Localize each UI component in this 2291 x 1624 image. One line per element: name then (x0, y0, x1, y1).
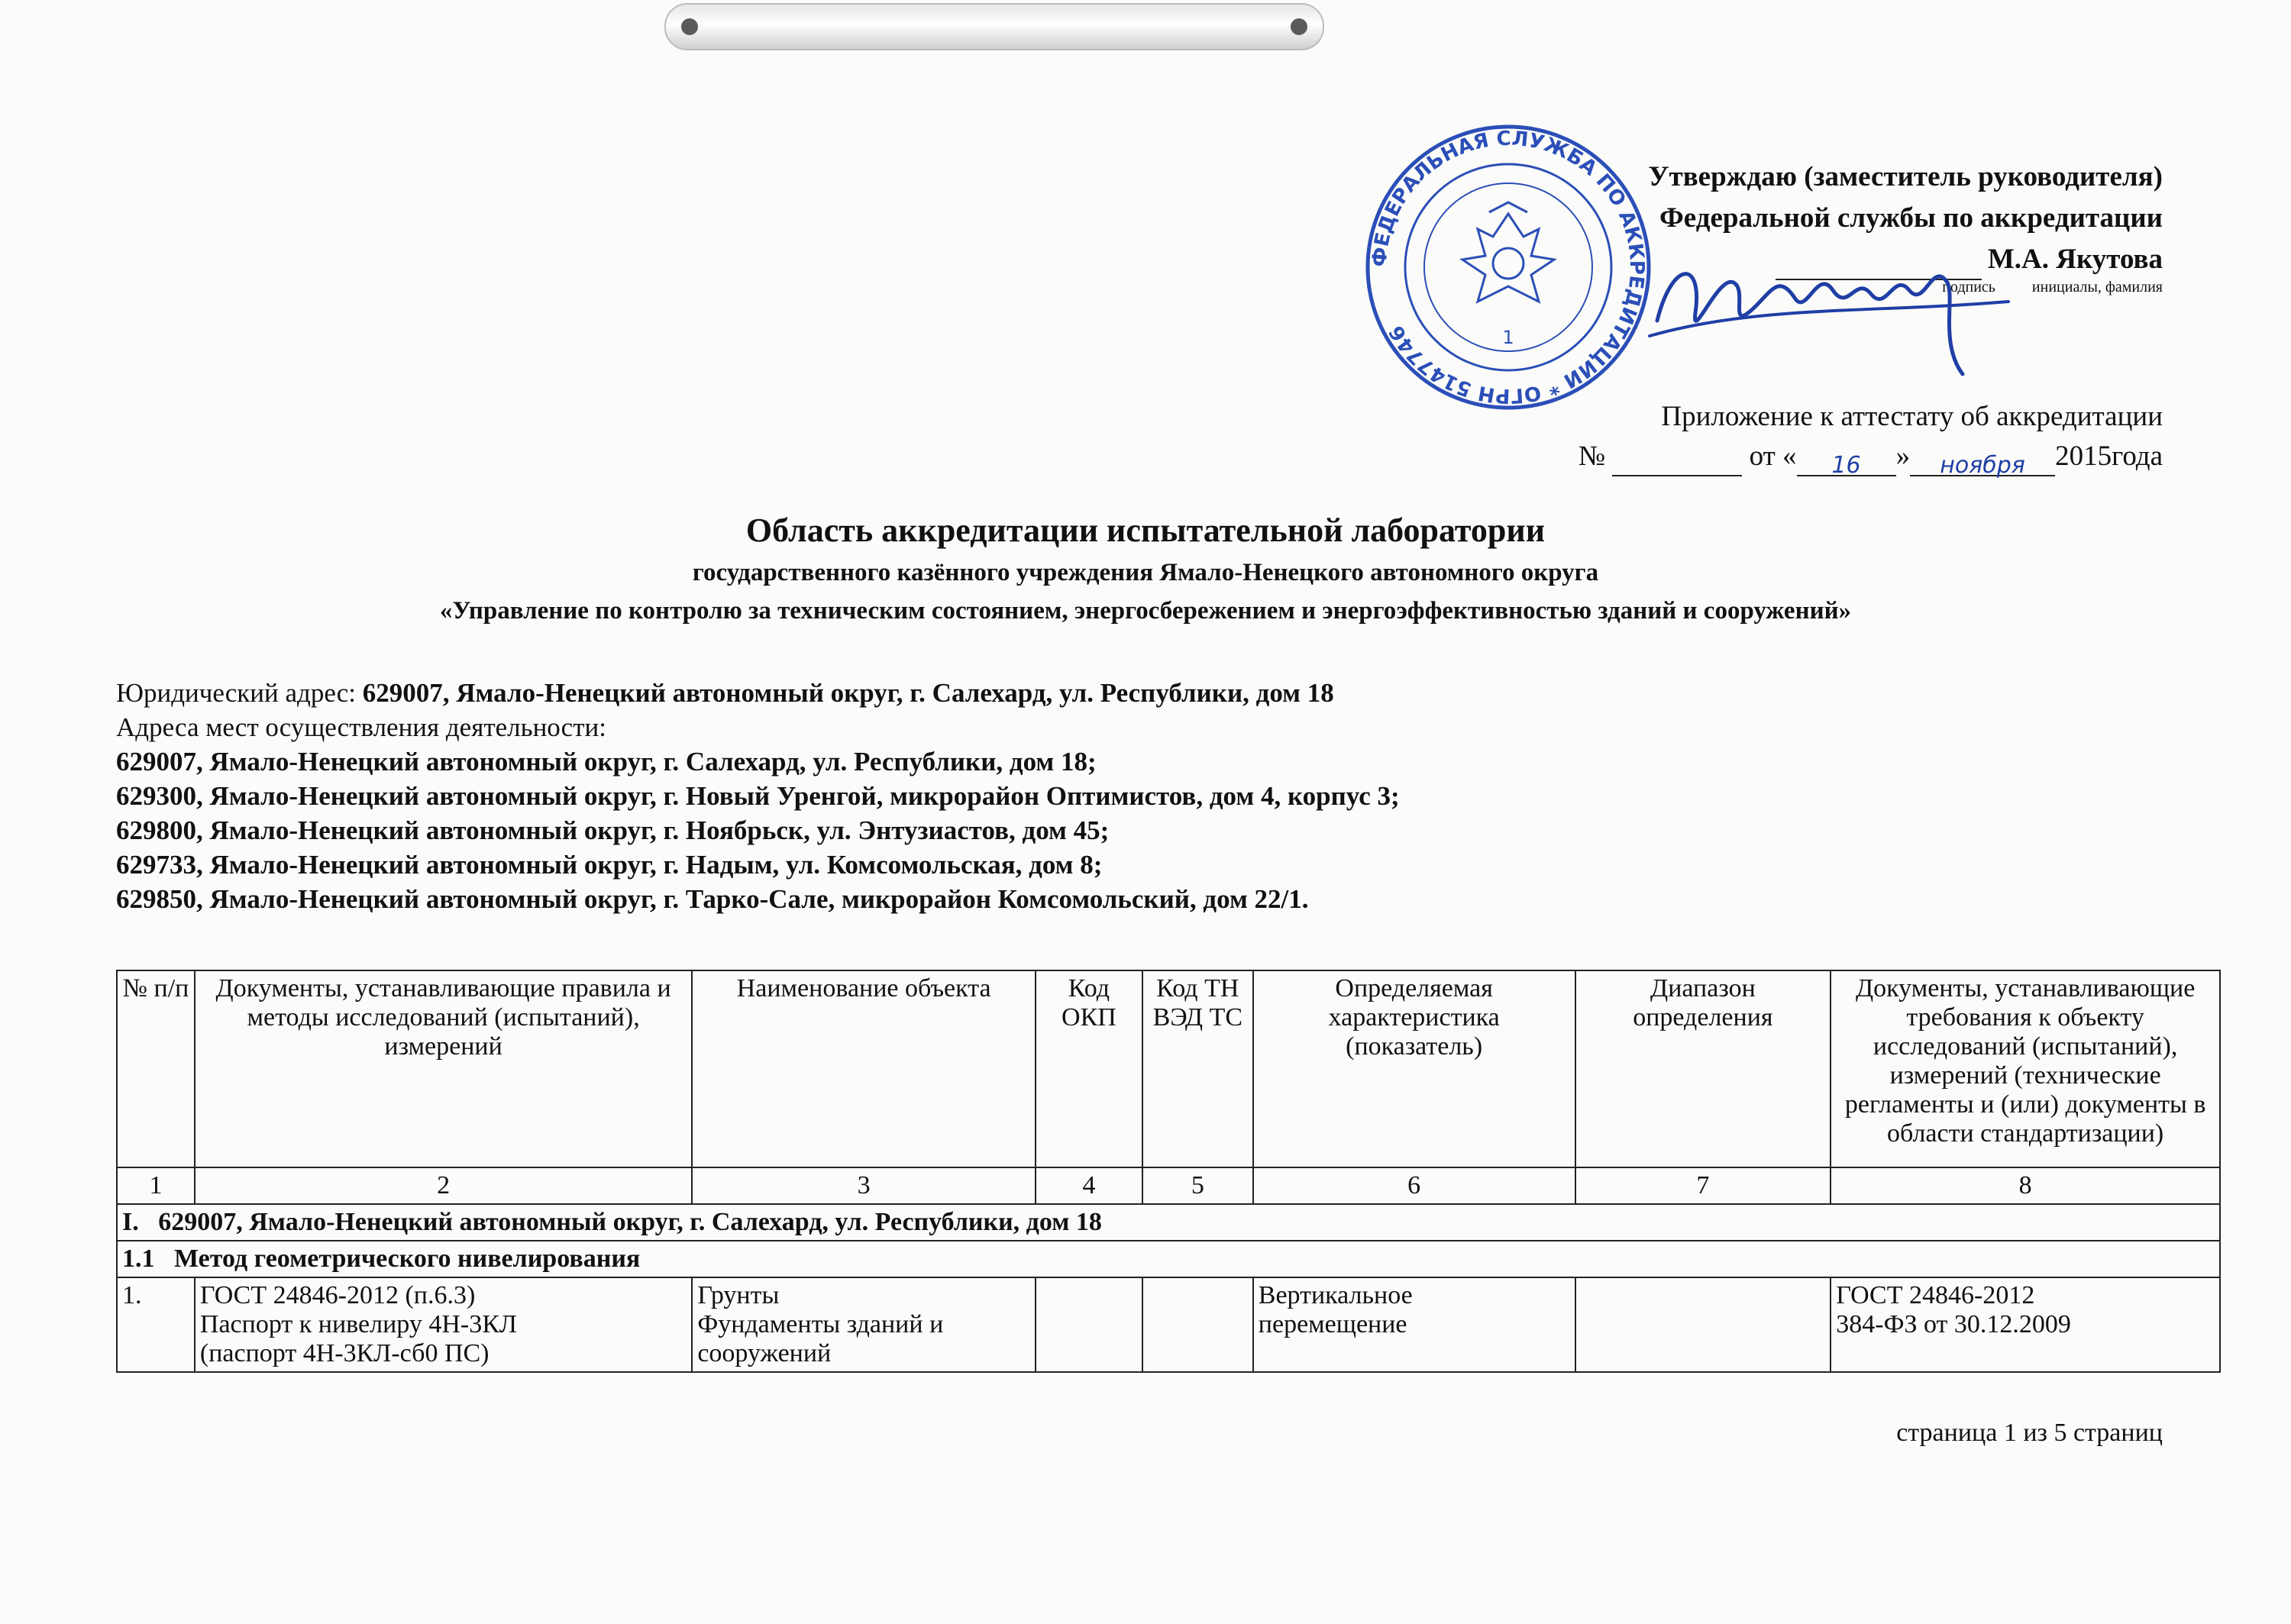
subsection-title: Метод геометрического нивелирования (174, 1245, 641, 1273)
title-line-1: Область аккредитации испытательной лаборатории (745, 512, 1546, 549)
column-number: 8 (1831, 1167, 2220, 1204)
activity-address-1: 629007, Ямало-Ненецкий автономный округ, г. Салехард, ул. Республики, дом 18; (116, 747, 1097, 776)
column-number: 1 (117, 1167, 195, 1204)
stamp-number: 1 (1502, 327, 1514, 348)
header-number: № п/п (117, 970, 195, 1167)
cell-okp (1036, 1277, 1142, 1372)
approver-name: М.А. Якутова (1987, 244, 2163, 275)
approval-line-1: Утверждаю (заместитель руководителя) (1648, 161, 2163, 192)
header-methods: Документы, устанавливающие правила и методы исследований (испытаний), измерений (195, 970, 692, 1167)
appendix-day: 16 (1797, 446, 1896, 476)
header-requirements: Документы, устанавливающие требования к объекту исследований (испытаний), измерений (технические регламенты и (или) документы в области стандартизации) (1831, 970, 2220, 1167)
column-number: 5 (1142, 1167, 1253, 1204)
svg-text:ФЕДЕРАЛЬНАЯ СЛУЖБА ПО АККРЕДИТ (1368, 128, 1648, 407)
cell-number: 1. (117, 1277, 195, 1372)
official-seal-stamp (1363, 122, 1653, 412)
column-number: 6 (1253, 1167, 1575, 1204)
legal-address-label: Юридический адрес: (116, 678, 357, 708)
approval-line-2: Федеральной службы по аккредитации (1659, 202, 2163, 234)
subsection-number: 1.1 (122, 1245, 155, 1273)
appendix-number-blank (1612, 446, 1742, 476)
column-number: 4 (1036, 1167, 1142, 1204)
caption-initials: инициалы, фамилия (2031, 279, 2163, 295)
header-characteristic: Определяемая характеристика (показатель) (1253, 970, 1575, 1167)
activity-address-label: Адреса мест осуществления деятельности: (116, 712, 606, 742)
caption-signature: подпись (1942, 279, 1995, 295)
address-block (116, 676, 1400, 916)
title-line-2: государственного казённого учреждения Ямало-Ненецкого автономного округа (692, 559, 1599, 586)
handwritten-signature (1642, 229, 2039, 389)
page-footer: страница 1 из 5 страниц (1896, 1419, 2163, 1447)
accreditation-table (116, 970, 2221, 1373)
header-okp: Код ОКП (1036, 970, 1142, 1167)
cell-object: Грунты Фундаменты зданий и сооружений (692, 1277, 1036, 1372)
cell-characteristic: Вертикальное перемещение (1253, 1277, 1575, 1372)
column-number: 3 (692, 1167, 1036, 1204)
binder-clip (664, 3, 1324, 50)
binder-hole-right (1291, 18, 1307, 35)
appendix-number-prefix: № (1578, 441, 1606, 472)
legal-address (116, 676, 1400, 710)
section-title: 629007, Ямало-Ненецкий автономный округ, г. Салехард, ул. Республики, дом 18 (158, 1208, 1102, 1236)
column-number-row (117, 1167, 2220, 1204)
subsection-row (117, 1241, 2220, 1277)
header-tnved: Код ТН ВЭД ТС (1142, 970, 1253, 1167)
appendix-year: 2015года (2055, 441, 2163, 472)
appendix-month: ноября (1910, 446, 2055, 476)
activity-address-3: 629800, Ямало-Ненецкий автономный округ, г. Ноябрьск, ул. Энтузиастов, дом 45; (116, 815, 1110, 845)
header-range: Диапазон определения (1575, 970, 1831, 1167)
cell-requirements: ГОСТ 24846-2012 384-ФЗ от 30.12.2009 (1831, 1277, 2220, 1372)
stamp-outer-text: ФЕДЕРАЛЬНАЯ СЛУЖБА ПО АККРЕДИТАЦИИ * ОГРН 5147746 (1368, 127, 1649, 408)
binder-hole-left (681, 18, 698, 35)
header-object: Наименование объекта (692, 970, 1036, 1167)
cell-range (1575, 1277, 1831, 1372)
section-number: I. (122, 1208, 139, 1236)
appendix-block (1578, 397, 2163, 479)
activity-address-5: 629850, Ямало-Ненецкий автономный округ, г. Тарко-Сале, микрорайон Комсомольский, дом 22/1. (116, 884, 1309, 914)
appendix-line-1: Приложение к аттестату об аккредитации (1661, 401, 2163, 432)
column-number: 2 (195, 1167, 692, 1204)
cell-tnved (1142, 1277, 1253, 1372)
activity-address-4: 629733, Ямало-Ненецкий автономный округ, г. Надым, ул. Комсомольская, дом 8; (116, 850, 1103, 880)
appendix-line-2: № от « 16 » ноября 2015года (1578, 441, 2163, 479)
legal-address-value: 629007, Ямало-Ненецкий автономный округ, г. Салехард, ул. Республики, дом 18 (362, 678, 1334, 708)
appendix-from: от « (1749, 441, 1797, 472)
section-row (117, 1204, 2220, 1241)
table-header-row (117, 970, 2220, 1167)
table-row (117, 1277, 2220, 1372)
title-line-3: «Управление по контролю за техническим состоянием, энергосбережением и энергоэффективностью зданий и сооружений» (439, 597, 1852, 625)
activity-address-2: 629300, Ямало-Ненецкий автономный округ, г. Новый Уренгой, микрорайон Оптимистов, дом 4, корпус 3; (116, 781, 1400, 811)
column-number: 7 (1575, 1167, 1831, 1204)
cell-methods: ГОСТ 24846-2012 (п.6.3) Паспорт к нивелиру 4Н-3КЛ (паспорт 4Н-3КЛ-сб0 ПС) (195, 1277, 692, 1372)
document-title (0, 508, 2291, 630)
